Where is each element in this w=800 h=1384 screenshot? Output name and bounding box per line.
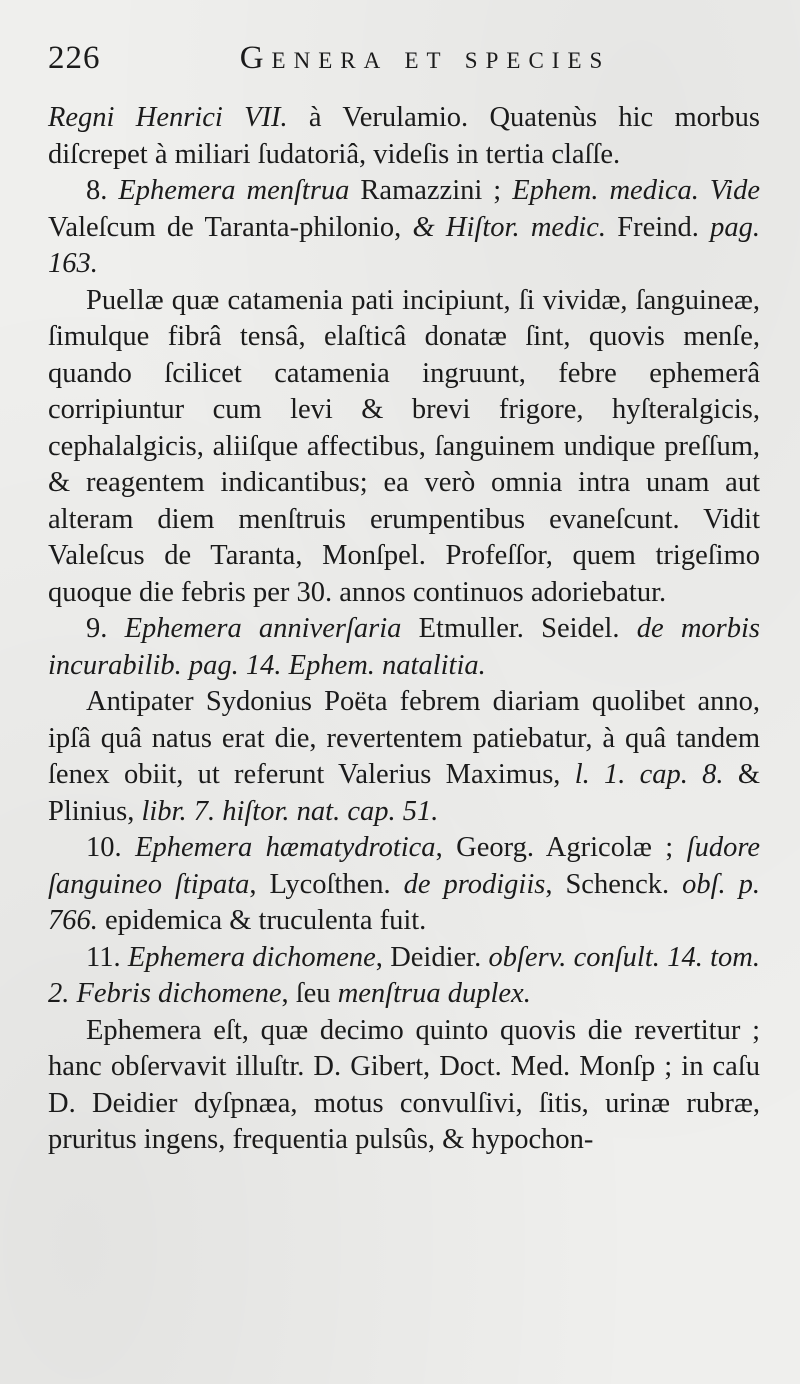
text-segment: 11. [86, 941, 128, 973]
running-head: Genera et species [239, 40, 611, 76]
catalog-entry [48, 173, 760, 283]
text-segment: Ephemera eſt, quæ decimo quinto quovis die revertitur ; hanc obſervavit illuſtr. D. Gibert, Doct. Med. Monſp ; in caſu D. Deidier dyſpnæa, motus convulſivi, ſitis, urinæ rubræ, pruritus ingens, frequentia pulsûs, & hypochon- [48, 1014, 760, 1155]
text-segment: Freind. [606, 211, 711, 243]
text-segment: , ſeu [281, 978, 338, 1009]
body-text [48, 100, 760, 1159]
italic-text: l. 1. cap. 8. [574, 759, 724, 790]
italic-text: Regni Henrici VII. [48, 102, 288, 133]
text-segment: , Deidier. [375, 941, 489, 973]
text-segment: & Plinius, [48, 759, 760, 827]
catalog-entry [48, 940, 760, 1013]
body-paragraph [48, 684, 760, 830]
catalog-entry [48, 611, 760, 684]
text-segment: Puellæ quæ catamenia pati incipiunt, ſi vividæ, ſanguineæ, ſimulque fibrâ tensâ, elaſticâ donatæ ſint, quovis menſe, quando ſcilicet catamenia ingruunt, febre ephemerâ corripiuntur cum levi & brevi frigore, hyſteralgicis, cephalalgicis, aliiſque affectibus, ſanguinem undique preſſum, & reagentem indicantibus; ea verò omnia intra unam aut alteram diem menſtruis erumpentibus evaneſcunt. Vidit Valeſcus de Taranta, Monſpel. Profeſſor, quem trigeſimo quoque die febris per 30. annos continuos adoriebatur. [48, 284, 760, 608]
catalog-entry [48, 830, 760, 940]
continued-paragraph [48, 100, 760, 173]
body-paragraph [48, 283, 760, 612]
italic-text: Ephemera hæmatydrotica [135, 832, 436, 863]
italic-text: libr. 7. hiſtor. nat. cap. 51. [141, 795, 439, 827]
text-segment: epidemica & truculenta fuit. [97, 905, 427, 936]
italic-text: Ephem. medica. Vide [512, 175, 760, 206]
text-segment: 8. [86, 175, 119, 206]
body-paragraph [48, 1013, 760, 1159]
text-segment: Ramazzini ; [349, 175, 513, 206]
text-segment: 10. [86, 832, 136, 863]
text-segment: 9. [86, 613, 125, 644]
text-segment: à Verulamio. Quatenùs hic morbus diſcrepet à miliari ſudatoriâ, videſis in tertia claſſe. [48, 102, 760, 170]
italic-text: ſudore ſanguineo ſtipata [48, 832, 761, 900]
italic-text: obſ. p. 766. [48, 868, 761, 936]
italic-text: obſerv. conſult. 14. tom. 2. Febris dichomene [48, 941, 760, 1009]
italic-text: menſtrua duplex. [337, 978, 531, 1009]
page-header [48, 40, 760, 98]
text-segment: , Lycoſthen. [249, 868, 404, 900]
italic-text: de morbis incurabilib. pag. 14. Ephem. natalitia. [48, 613, 760, 681]
text-segment: , Georg. Agricolæ ; [435, 832, 687, 863]
text-segment: Valeſcum de Taranta-philonio, [48, 211, 413, 243]
italic-text: Ephemera anniverſaria [124, 613, 402, 644]
italic-text: Ephemera dichomene [127, 941, 376, 973]
page-number: 226 [48, 40, 101, 76]
text-segment: Antipater Sydonius Poëta febrem diariam quolibet anno, ipſâ quâ natus erat die, revertentem patiebatur, à quâ tandem ſenex obiit, ut referunt Valerius Maximus, [48, 686, 760, 790]
italic-text: Ephemera menſtrua [118, 175, 350, 206]
italic-text: pag. 163. [48, 211, 760, 279]
text-segment: , Schenck. [545, 868, 683, 900]
italic-text: de prodigiis [403, 868, 546, 900]
italic-text: & Hiſtor. medic. [412, 211, 607, 243]
text-segment: Etmuller. Seidel. [401, 613, 637, 644]
